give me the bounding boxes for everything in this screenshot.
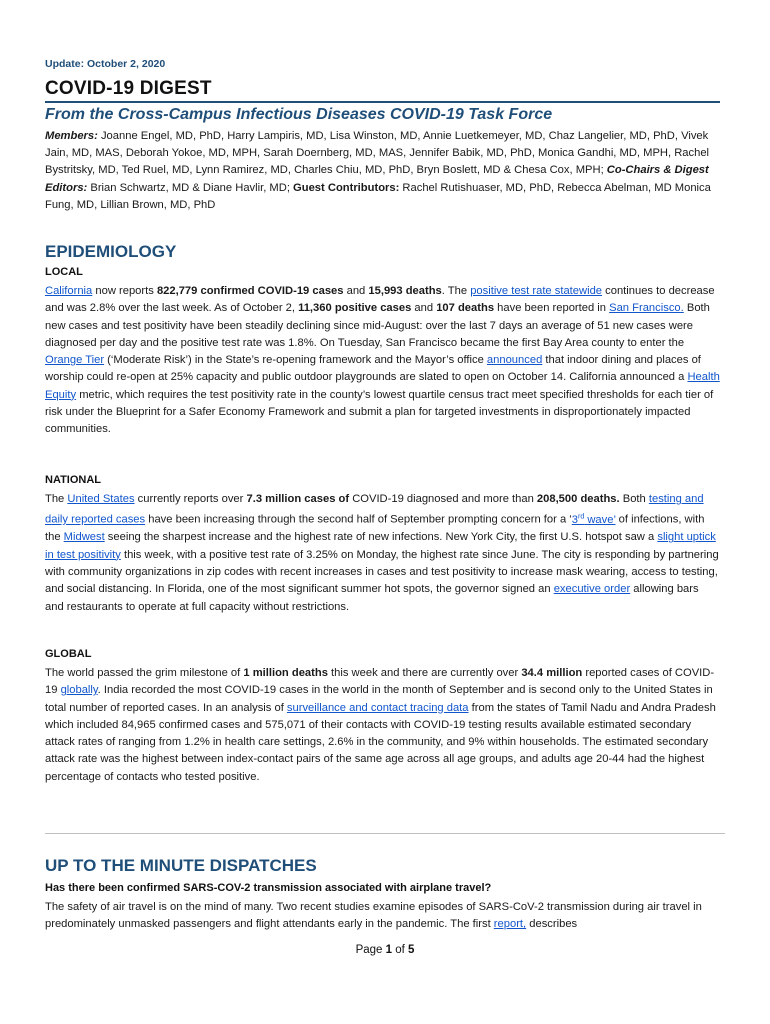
text: . India recorded the most COVID-19 cases in the world in the month of September and is second only to the United States in total number of reported cases. In an analysis of [45, 684, 713, 714]
link-report[interactable]: report, [493, 918, 527, 931]
page-number: 1 [385, 944, 393, 956]
dispatches-heading: UP TO THE MINUTE DISPATCHES [45, 856, 317, 875]
text: Both [619, 493, 649, 505]
epidemiology-heading: EPIDEMIOLOGY [45, 242, 177, 261]
bold-text: 7.3 million cases of [246, 493, 350, 505]
text: that indoor dining and places of worship could re-open at 25% capacity and public outdoor playgrounds are slated to open on October 14. California announced a [45, 354, 701, 384]
text: have been reported in [494, 302, 610, 315]
text: Both new cases and test positivity have been steadily declining since mid-August: over the last 7 days an average of 51 new cases were diagnosed per day and the positive test rate was 1.8%. On Tuesday, San Francisco became the first Bay Area county to enter the [45, 302, 710, 349]
link-announced[interactable]: announced [486, 354, 543, 367]
text: describes [526, 918, 578, 931]
members-names: Joanne Engel, MD, PhD, Harry Lampiris, MD, Lisa Winston, MD, Annie Luetkemeyer, MD, Chaz Langelier, MD, PhD, Vivek Jain, MD, MAS, Deborah Yokoe, MD, MPH, Sarah Doernberg, MD, MAS, Jennifer Babik, MD, PhD, Monica Gandhi, MD, MPH, Rachel Bystritsky, MD, Ted Ruel, MD, Lynn Ramirez, MD, Charles Chiu, MD, PhD, Bryn Boslett, MD & Chesa Cox, MPH; [45, 130, 710, 177]
link-positive-test-rate[interactable]: positive test rate statewide [470, 285, 603, 297]
bold-text: 107 deaths [436, 302, 495, 315]
text: and [411, 302, 437, 315]
link-midwest[interactable]: Midwest [63, 531, 105, 544]
global-paragraph [45, 665, 720, 786]
link-globally[interactable]: globally [60, 684, 98, 697]
link-california[interactable]: California [45, 285, 93, 297]
text: COVID-19 diagnosed and more than [349, 493, 537, 505]
text: allowing bars and restaurants to operate at full capacity without restrictions. [45, 583, 699, 613]
local-paragraph [45, 283, 720, 439]
text: The world passed the grim milestone of [45, 667, 244, 679]
local-heading: LOCAL [45, 266, 83, 278]
text: currently reports over [134, 493, 247, 505]
text: seeing the sharpest increase and the highest rate of new infections. New York City, the first U.S. hotspot saw a [104, 531, 658, 544]
link-orange-tier[interactable]: Orange Tier [45, 354, 105, 367]
link-united-states[interactable]: United States [67, 493, 135, 505]
text: The safety of air travel is on the mind of many. Two recent studies examine episodes of SARS-CoV-2 transmission during air travel in predominately unmasked passengers and flight attendants early in the pandemic. The first [45, 901, 702, 931]
national-paragraph [45, 491, 720, 616]
text: metric, which requires the test positivity rate in the county’s lowest quartile census tract meet specified thresholds for each tier of risk under the Blueprint for a Safer Economy Framework and submit a plan for targeted investments in disproportionately impacted communities. [45, 388, 714, 436]
guest-names: Rachel Rutishuaser, MD, PhD, Rebecca Abelman, MD Monica Fung, MD, Lillian Brown, MD, PhD [45, 181, 711, 211]
update-date: Update: October 2, 2020 [45, 58, 166, 70]
section-divider [45, 833, 725, 834]
bold-text: 1 million deaths [243, 667, 328, 679]
bold-text: 11,360 positive cases [298, 302, 412, 315]
bold-text: 822,779 confirmed COVID-19 cases [156, 285, 344, 297]
text: and [343, 285, 369, 297]
wave-ordinal: rd [578, 513, 585, 521]
title-rule [45, 101, 720, 103]
link-testing-daily-cases[interactable]: testing and daily reported cases [45, 493, 704, 527]
digest-title: COVID-19 DIGEST [45, 78, 212, 99]
text: of infections, with the [45, 514, 705, 544]
bold-text: 34.4 million [521, 667, 583, 679]
link-third-wave[interactable] [572, 514, 616, 526]
link-san-francisco[interactable]: San Francisco. [609, 302, 684, 315]
text: now reports [92, 285, 157, 297]
link-executive-order[interactable]: executive order [553, 583, 631, 596]
text: The [45, 493, 68, 505]
link-surveillance-data[interactable]: surveillance and contact tracing data [286, 701, 469, 714]
text: have been increasing through the second half of September prompting concern for a ‘ [145, 514, 572, 527]
link-uptick[interactable]: slight uptick in test positivity [45, 531, 716, 561]
members-label: Members: [45, 130, 98, 142]
wave-text: wave’ [584, 514, 616, 527]
text: from the states of Tamil Nadu and Andra Pradesh which included 84,965 confirmed cases and 575,071 of their contacts with COVID-19 testing results available estimated secondary attack rates of ranging from 1.2% in health care settings, 2.6% in the community, and 9% within households. The estimated secondary attack rate was the highest between index-contact pairs of the same age across all age groups, and adults age 20-44 had the highest percentage of contacts who tested positive. [45, 701, 716, 783]
page-footer [0, 944, 770, 956]
guest-label: Guest Contributors: [293, 181, 400, 194]
page-total: 5 [408, 944, 415, 956]
members-list [45, 128, 720, 214]
text: . The [441, 285, 471, 297]
link-health-equity[interactable]: Health Equity [45, 371, 720, 401]
global-heading: GLOBAL [45, 648, 92, 660]
page-label: Page [355, 944, 386, 956]
dispatches-question: Has there been confirmed SARS-COV-2 transmission associated with airplane travel? [45, 882, 492, 894]
text: this week and there are currently over [327, 667, 522, 679]
national-heading: NATIONAL [45, 474, 102, 486]
dispatches-paragraph [45, 899, 720, 934]
cochairs-names: Brian Schwartz, MD & Diane Havlir, MD; [87, 181, 294, 194]
page-of: of [392, 944, 409, 956]
bold-text: 15,993 deaths [368, 285, 442, 297]
text: (‘Moderate Risk’) in the State’s re-opening framework and the Mayor’s office [104, 354, 487, 367]
text: continues to decrease and was 2.8% over the last week. As of October 2, [45, 285, 715, 315]
cochairs-label: Co-Chairs & Digest Editors: [45, 164, 709, 194]
digest-subtitle: From the Cross-Campus Infectious Diseases COVID-19 Task Force [45, 106, 553, 123]
bold-text: 208,500 deaths. [536, 493, 620, 505]
text: this week, with a positive test rate of 3.25% on Monday, the highest rate since June. The city is responding by partnering with community organizations in zip codes with recent increases in cases and test positivity to increase mask wearing, access to testing, and social distancing. In Florida, one of the most significant summer hot spots, the governor signed an [45, 548, 719, 596]
wave-number: 3 [571, 514, 578, 527]
text: reported cases of COVID-19 [45, 667, 715, 697]
